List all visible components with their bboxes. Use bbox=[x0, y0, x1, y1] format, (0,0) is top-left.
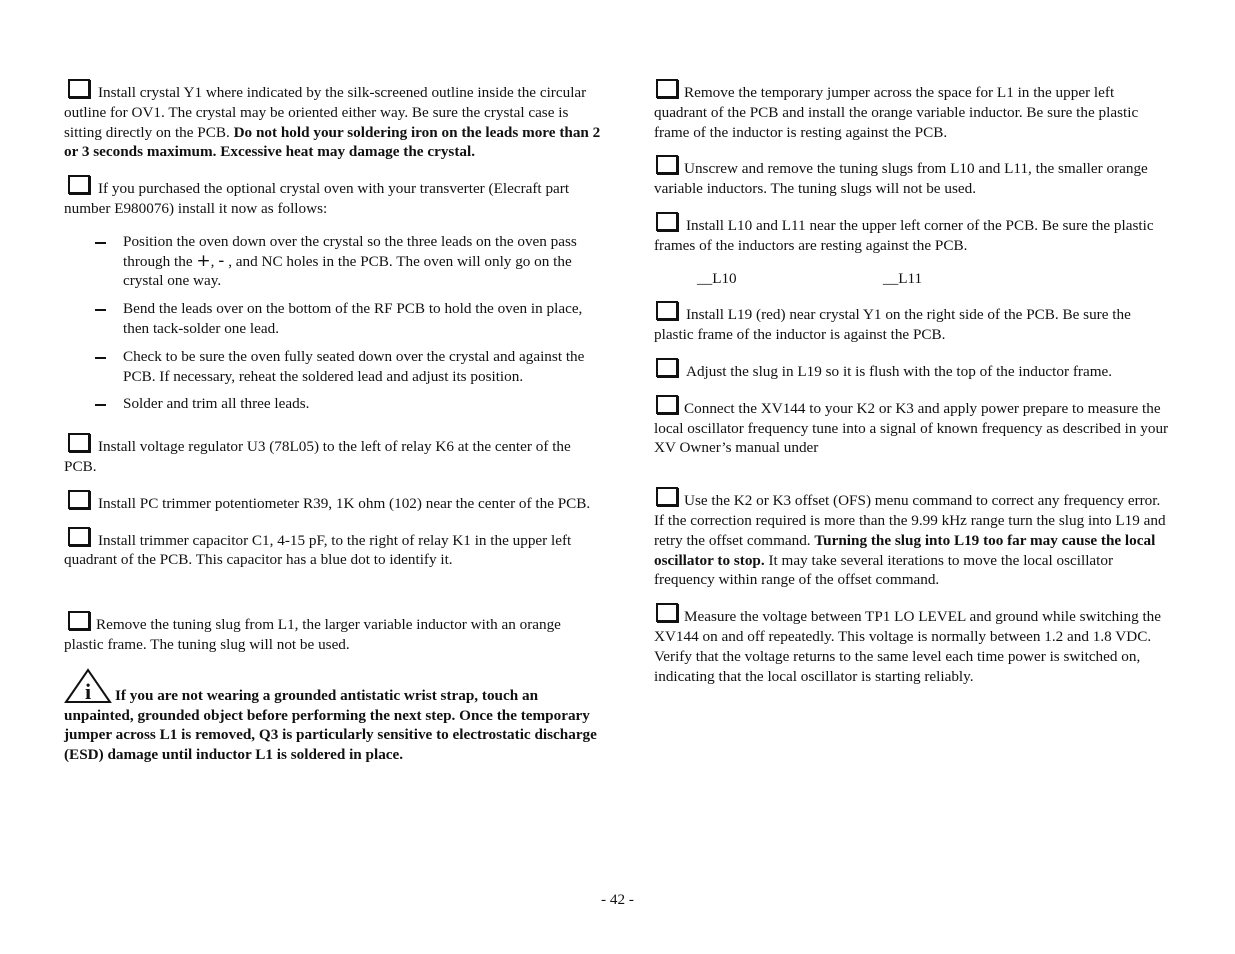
step-text: Adjust the slug in L19 so it is flush with the top of the inductor frame. bbox=[686, 362, 1113, 380]
step-install-l1 bbox=[654, 79, 1169, 142]
checkbox-icon[interactable] bbox=[68, 433, 90, 452]
check-l10[interactable]: __L10 bbox=[697, 269, 737, 287]
svg-text:i: i bbox=[84, 678, 92, 704]
check-l11[interactable]: __L11 bbox=[883, 269, 923, 287]
step-text: Install trimmer capacitor C1, 4-15 pF, to the right of relay K1 in the upper left quadrant of the PCB. This capacitor has a blue dot to identify it. bbox=[64, 531, 572, 569]
checkbox-icon[interactable] bbox=[68, 175, 90, 194]
checkbox-icon[interactable] bbox=[656, 487, 678, 506]
step-install-l10-l11 bbox=[654, 212, 1169, 256]
step-text: Install voltage regulator U3 (78L05) to the left of relay K6 at the center of the PCB. bbox=[64, 438, 571, 475]
checkbox-icon[interactable] bbox=[656, 358, 678, 377]
substep-text: Solder and trim all three leads. bbox=[123, 395, 310, 413]
step-install-r39 bbox=[64, 490, 604, 514]
step-text: Connect the XV144 to your K2 or K3 and apply power prepare to measure the local oscillator frequency tune into a signal of known frequency as described in your XV Owner’s manual under bbox=[654, 399, 1169, 457]
check-blank[interactable] bbox=[95, 309, 106, 311]
step-install-u3 bbox=[64, 433, 604, 477]
minus-symbol: - bbox=[218, 250, 225, 271]
substep-text: Position the oven down over the crystal so the three leads on the oven pass through the bbox=[123, 232, 577, 270]
plus-symbol: + bbox=[196, 250, 211, 271]
separator: , bbox=[210, 252, 219, 270]
step-install-crystal-y1 bbox=[64, 79, 604, 162]
page-number: - 42 - bbox=[601, 891, 634, 908]
step-text: Unscrew and remove the tuning slugs from L10 and L11, the smaller orange variable inductors. The tuning slugs will not be used. bbox=[654, 160, 1148, 198]
step-adjust-l19 bbox=[654, 358, 1169, 382]
step-text: Measure the voltage between TP1 LO LEVEL and ground while switching the XV144 on and off repeatedly. This voltage is normally between 1.2 and 1.8 VDC. Verify that the voltage returns to the same level each time power is switched on, indicating that the local oscillator is starting reliably. bbox=[654, 608, 1162, 685]
checkbox-icon[interactable] bbox=[656, 603, 678, 622]
checkbox-icon[interactable] bbox=[656, 212, 678, 231]
check-blank[interactable] bbox=[95, 404, 106, 406]
step-text: Install L19 (red) near crystal Y1 on the right side of the PCB. Be sure the plastic frame of the inductor is against the PCB. bbox=[654, 306, 1131, 344]
step-text: Remove the temporary jumper across the space for L1 in the upper left quadrant of the PCB and install the orange variable inductor. Be sure the plastic frame of the inductor is resting against the PCB. bbox=[654, 84, 1139, 141]
step-text: Use the K2 or K3 offset (OFS) menu command to correct any frequency error. If the correction required is more than the 9.99 kHz range turn the slug into L19 and retry the offset command. bbox=[654, 492, 1166, 549]
substep-text: Check to be sure the oven fully seated down over the crystal and against the PCB. If necessary, reheat the soldered lead and adjust its position. bbox=[123, 347, 585, 385]
checkbox-icon[interactable] bbox=[656, 155, 678, 174]
step-text: If you purchased the optional crystal oven with your transverter (Elecraft part number E980076) install it now as follows: bbox=[64, 180, 570, 217]
step-text: Install L10 and L11 near the upper left corner of the PCB. Be sure the plastic frames of the inductors are resting against the PCB. bbox=[654, 216, 1154, 254]
substep-text: Bend the leads over on the bottom of the RF PCB to hold the oven in place, then tack-solder one lead. bbox=[123, 300, 583, 337]
checkbox-icon[interactable] bbox=[656, 301, 678, 320]
check-blank[interactable] bbox=[95, 242, 106, 244]
right-column bbox=[654, 79, 1169, 699]
step-bold-text: Do not hold your soldering iron on the leads more than 2 or 3 seconds maximum. Excessive heat may damage the crystal. bbox=[64, 123, 601, 161]
check-off-l10-l11 bbox=[697, 269, 1169, 289]
step-measure-lo-frequency bbox=[654, 395, 1169, 458]
step-bold-text: Turning the slug into L19 too far may cause the local oscillator to stop. bbox=[654, 531, 1156, 569]
step-install-l19 bbox=[654, 301, 1169, 345]
step-remove-slug-l1 bbox=[64, 611, 604, 655]
spacer bbox=[64, 583, 604, 611]
checkbox-icon[interactable] bbox=[68, 79, 90, 98]
warning-esd bbox=[64, 668, 604, 765]
step-text: Install crystal Y1 where indicated by the silk-screened outline inside the circular outline for OV1. The crystal may be oriented either way. Be sure the crystal case is sitting directly on the PCB. bbox=[64, 84, 587, 141]
substep-position-oven bbox=[123, 232, 604, 291]
spacer bbox=[654, 471, 1169, 487]
step-ofs-correction bbox=[654, 487, 1169, 590]
checkbox-icon[interactable] bbox=[656, 395, 678, 414]
substep-bend-leads bbox=[123, 299, 604, 339]
step-measure-tp1 bbox=[654, 603, 1169, 686]
checkbox-icon[interactable] bbox=[68, 490, 90, 509]
substep-check-seated bbox=[123, 347, 604, 387]
step-text: Install PC trimmer potentiometer R39, 1K ohm (102) near the center of the PCB. bbox=[98, 494, 591, 512]
step-crystal-oven bbox=[64, 175, 604, 219]
warning-info-icon bbox=[64, 668, 112, 704]
left-column bbox=[64, 79, 604, 778]
substep-text: , and NC holes in the PCB. The oven will only go on the crystal one way. bbox=[123, 252, 572, 290]
checkbox-icon[interactable] bbox=[68, 527, 90, 546]
step-text: It may take several iterations to move the local oscillator frequency within range of the offset command. bbox=[654, 551, 1114, 589]
substep-solder-trim bbox=[123, 394, 604, 414]
step-remove-slugs-l10-l11 bbox=[654, 155, 1169, 199]
warning-text: If you are not wearing a grounded antistatic wrist strap, touch an unpainted, grounded object before performing the next step. Once the temporary jumper across L1 is removed, Q3 is particularly sensitive to electrostatic discharge (ESD) damage until inductor L1 is soldered in place. bbox=[64, 686, 597, 764]
check-blank[interactable] bbox=[95, 357, 106, 359]
checkbox-icon[interactable] bbox=[656, 79, 678, 98]
checkbox-icon[interactable] bbox=[68, 611, 90, 630]
step-text: Remove the tuning slug from L1, the larger variable inductor with an orange plastic frame. The tuning slug will not be used. bbox=[64, 616, 561, 653]
step-install-c1 bbox=[64, 527, 604, 571]
